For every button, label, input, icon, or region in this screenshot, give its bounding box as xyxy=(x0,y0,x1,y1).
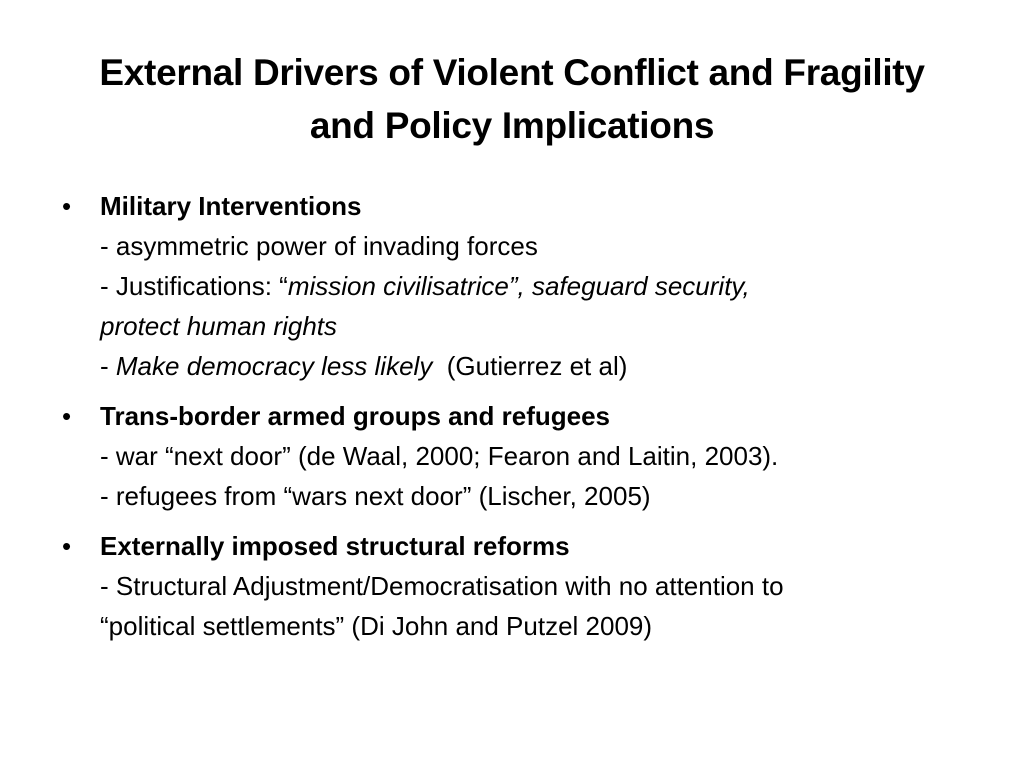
title-line-2: and Policy Implications xyxy=(309,105,715,146)
bullet-line: “political settlements” (Di John and Putzel 2009) xyxy=(100,611,653,641)
bullet-line-italic: protect human rights xyxy=(100,311,338,341)
bullet-line xyxy=(100,346,980,386)
bullet-line: - refugees from “wars next door” (Lischer, 2005) xyxy=(100,481,651,511)
bullet-line: - asymmetric power of invading forces xyxy=(100,231,538,261)
bullet-trans-border xyxy=(60,396,980,516)
bullet-military-interventions xyxy=(60,186,980,386)
bullet-heading: Military Interventions xyxy=(100,191,362,221)
bullet-marker: • xyxy=(62,531,72,561)
bullet-marker: • xyxy=(62,191,72,221)
bullet-line-prefix: - Justifications: “ xyxy=(100,271,288,301)
bullet-structural-reforms xyxy=(60,526,980,646)
bullet-line-italic: mission civilisatrice”, safeguard security, xyxy=(287,271,750,301)
bullet-marker: • xyxy=(62,401,72,431)
bullet-heading: Trans-border armed groups and refugees xyxy=(100,401,611,431)
bullet-line: - war “next door” (de Waal, 2000; Fearon and Laitin, 2003). xyxy=(100,441,779,471)
title-line-1: External Drivers of Violent Conflict and Fragility xyxy=(99,52,925,93)
bullet-list xyxy=(60,186,980,656)
bullet-line: - Structural Adjustment/Democratisation with no attention to xyxy=(100,571,784,601)
bullet-line-prefix: - xyxy=(100,351,116,381)
bullet-line xyxy=(100,266,980,306)
bullet-heading: Externally imposed structural reforms xyxy=(100,531,570,561)
slide-title xyxy=(40,46,984,152)
bullet-line-suffix: (Gutierrez et al) xyxy=(432,351,628,381)
bullet-line-italic: Make democracy less likely xyxy=(115,351,433,381)
